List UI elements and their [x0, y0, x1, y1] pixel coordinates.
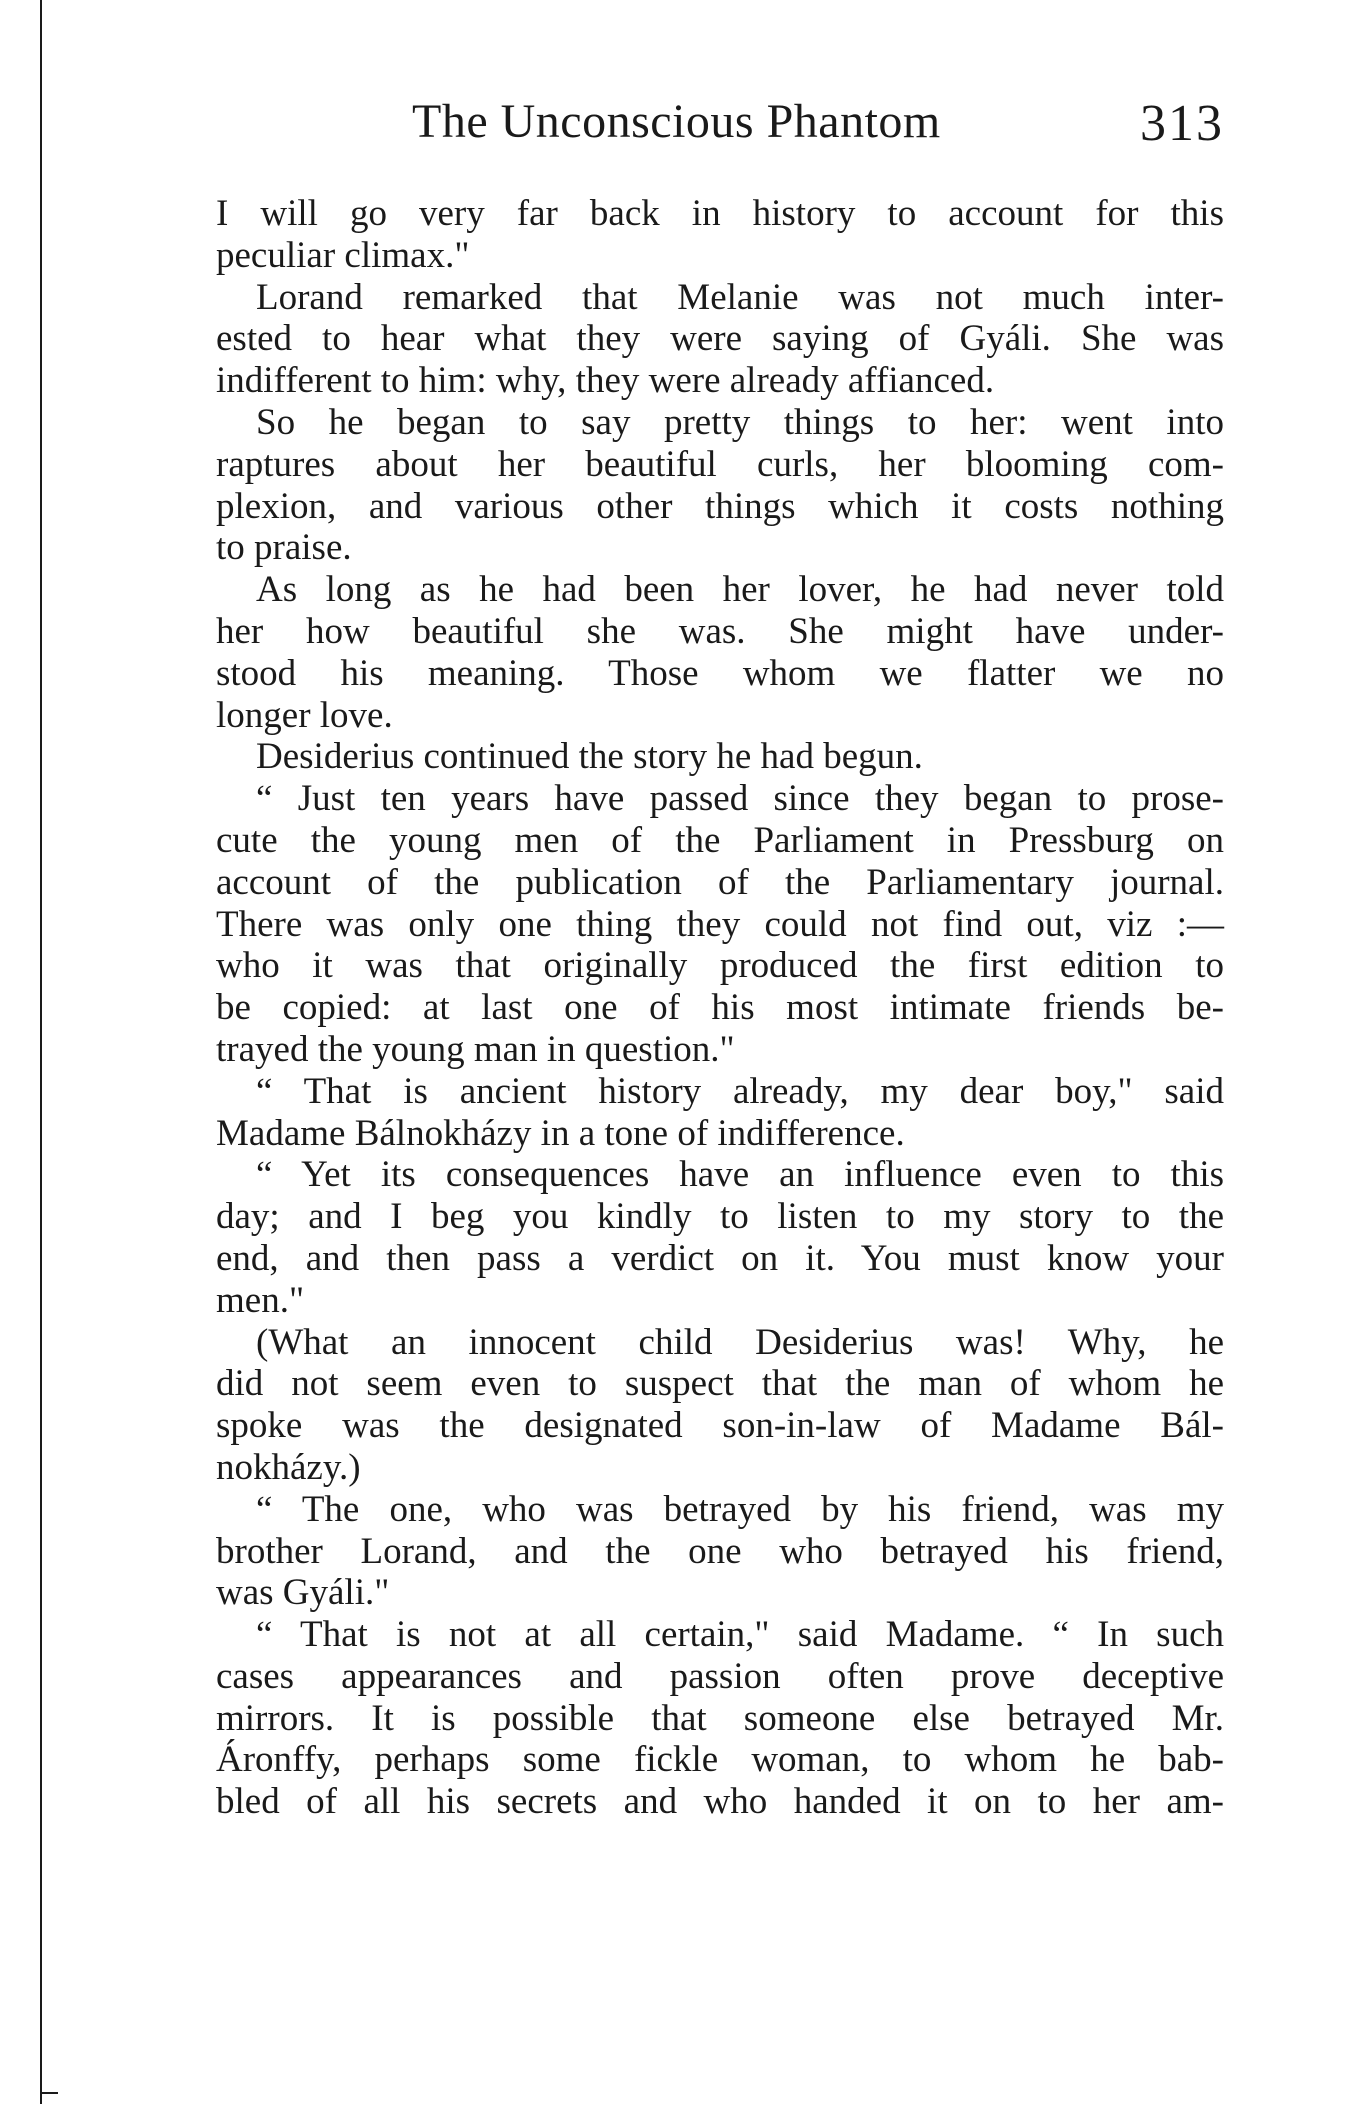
text-line: As long as he had been her lover, he had never told — [256, 569, 1224, 611]
text-line: indifferent to him: why, they were already affianced. — [216, 360, 995, 402]
text-line: account of the publication of the Parliamentary journal. — [216, 861, 1224, 903]
text-line: brother Lorand, and the one who betrayed his friend, — [216, 1530, 1224, 1572]
text-line: ested to hear what they were saying of Gyáli. She was — [216, 318, 1224, 360]
text-line: (What an innocent child Desiderius was! Why, he — [256, 1321, 1224, 1363]
running-title: The Unconscious Phantom — [412, 95, 941, 148]
text-line: “ Yet its consequences have an influence even to this — [256, 1154, 1224, 1196]
paragraph — [216, 569, 1224, 736]
paragraph — [216, 778, 1224, 1071]
paragraph — [216, 1154, 1224, 1321]
running-head — [216, 92, 1224, 162]
text-line: who it was that originally produced the first edition to — [216, 945, 1224, 987]
text-line: men." — [216, 1279, 305, 1321]
body-text — [216, 193, 1224, 1823]
text-line: “ That is ancient history already, my dear boy," said — [256, 1070, 1224, 1112]
text-line: peculiar climax." — [216, 234, 470, 276]
text-line: was Gyáli." — [216, 1572, 390, 1614]
paragraph — [216, 736, 1224, 778]
text-line: Áronffy, perhaps some fickle woman, to whom he bab- — [216, 1739, 1224, 1781]
text-line: be copied: at last one of his most intimate friends be- — [216, 987, 1224, 1029]
text-line: mirrors. It is possible that someone else betrayed Mr. — [216, 1697, 1224, 1739]
text-line: end, and then pass a verdict on it. You must know your — [216, 1237, 1224, 1279]
text-line: nokházy.) — [216, 1446, 361, 1488]
text-line: stood his meaning. Those whom we flatter we no — [216, 652, 1224, 694]
text-line: her how beautiful she was. She might have under- — [216, 610, 1224, 652]
text-line: cute the young men of the Parliament in Pressburg on — [216, 819, 1224, 861]
paragraph — [216, 1071, 1224, 1155]
text-line: day; and I beg you kindly to listen to my story to the — [216, 1196, 1224, 1238]
text-line: “ Just ten years have passed since they began to prose- — [256, 778, 1224, 820]
text-line: Desiderius continued the story he had begun. — [256, 736, 923, 778]
paragraph — [216, 402, 1224, 569]
text-line: bled of all his secrets and who handed it on to her am- — [216, 1781, 1224, 1823]
page-number: 313 — [1140, 95, 1224, 152]
text-line: cases appearances and passion often prove deceptive — [216, 1655, 1224, 1697]
paragraph — [216, 1322, 1224, 1489]
paragraph — [216, 1489, 1224, 1614]
paragraph — [216, 277, 1224, 402]
text-line: did not seem even to suspect that the man of whom he — [216, 1363, 1224, 1405]
text-line: “ The one, who was betrayed by his friend, was my — [256, 1488, 1224, 1530]
text-line: plexion, and various other things which it costs nothing — [216, 485, 1224, 527]
binding-edge-line — [40, 0, 42, 2104]
text-line: spoke was the designated son-in-law of Madame Bál- — [216, 1405, 1224, 1447]
text-line: raptures about her beautiful curls, her blooming com- — [216, 443, 1224, 485]
binding-edge-foot — [40, 2092, 58, 2094]
text-line: There was only one thing they could not find out, viz :— — [216, 903, 1224, 945]
text-line: Madame Bálnokházy in a tone of indifference. — [216, 1112, 905, 1154]
text-line: trayed the young man in question." — [216, 1028, 735, 1070]
text-line: “ That is not at all certain," said Madame. “ In such — [256, 1614, 1224, 1656]
paragraph — [216, 1614, 1224, 1823]
paragraph — [216, 193, 1224, 277]
text-line: So he began to say pretty things to her: went into — [256, 401, 1224, 443]
text-line: longer love. — [216, 694, 393, 736]
text-line: to praise. — [216, 527, 352, 569]
text-line: I will go very far back in history to account for this — [216, 193, 1224, 234]
text-line: Lorand remarked that Melanie was not much inter- — [256, 276, 1224, 318]
